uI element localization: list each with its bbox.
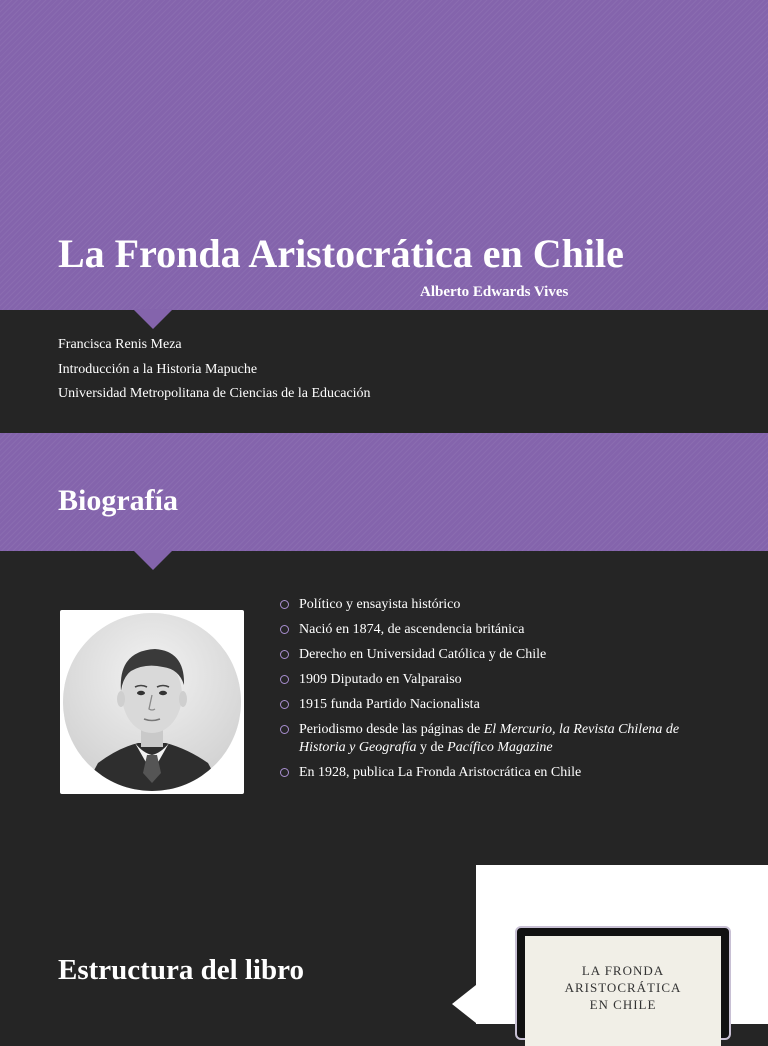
slide-title: La Fronda Aristocrática en Chile [58,231,624,276]
circle-bullet-icon [280,725,289,734]
circle-bullet-icon [280,700,289,709]
author-name: Francisca Renis Meza [58,337,182,352]
biography-bullet-list [280,596,710,789]
book-cover [525,936,721,1046]
bullet-text: Político y ensayista histórico [299,597,461,612]
bullet-text: Derecho en Universidad Católica y de Chile [299,647,547,662]
bullet-text: En 1928, publica La Fronda Aristocrática en Chile [299,765,582,780]
slide-title: Estructura del libro [58,954,304,986]
slide-title: Biografía [58,484,178,517]
list-item [280,696,710,714]
slide-subtitle: Alberto Edwards Vives [420,284,569,300]
portrait-circle-crop [63,613,241,791]
course-name: Introducción a la Historia Mapuche [58,362,258,377]
bullet-text-mid: y de [416,740,448,755]
header-notch [133,550,173,570]
book-cover-line: LA FRONDA [581,963,665,978]
bullet-text-prefix: Periodismo desde las páginas de [299,722,484,737]
structure-slide-panel [0,865,476,1024]
list-item [280,671,710,689]
book-cover-title [525,962,721,1013]
circle-bullet-icon [280,650,289,659]
book-cover-line: ARISTOCRÁTICA [564,980,682,995]
book-cover-line: EN CHILE [589,997,657,1012]
circle-bullet-icon [280,675,289,684]
list-item [280,764,710,782]
circle-bullet-icon [280,768,289,777]
circle-bullet-icon [280,600,289,609]
university-name: Universidad Metropolitana de Ciencias de la Educación [58,386,371,401]
list-item [280,721,710,757]
portrait-drawing [63,613,241,791]
circle-bullet-icon [280,625,289,634]
list-item [280,646,710,664]
panel-notch [452,985,476,1023]
book-cover-image [515,926,731,1040]
bullet-text: 1915 funda Partido Nacionalista [299,697,480,712]
publication-names: El Mercurio, la Revista Chilena de Historia y Geografía [299,722,680,755]
portrait-photo [60,610,244,794]
list-item [280,621,710,639]
publication-name: Pacífico Magazine [447,740,553,755]
bullet-text: 1909 Diputado en Valparaiso [299,672,462,687]
list-item [280,596,710,614]
header-notch [133,309,173,329]
bullet-text: Nació en 1874, de ascendencia británica [299,622,525,637]
